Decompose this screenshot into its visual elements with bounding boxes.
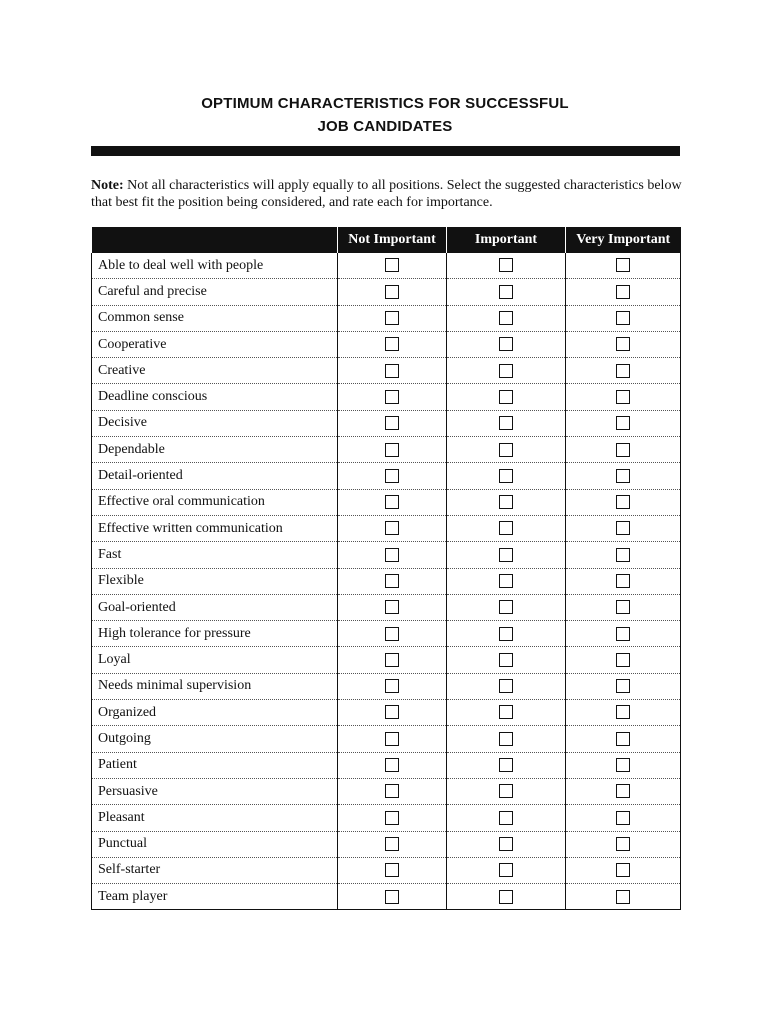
rating-cell-not-important	[338, 647, 447, 673]
checkbox-important[interactable]	[499, 705, 513, 719]
rating-cell-very-important	[566, 752, 681, 778]
rating-cell-important	[447, 437, 566, 463]
table-row	[92, 437, 681, 463]
checkbox-important[interactable]	[499, 521, 513, 535]
rating-cell-important	[447, 884, 566, 910]
rating-cell-important	[447, 647, 566, 673]
characteristic-label: Dependable	[92, 437, 338, 463]
table-row	[92, 358, 681, 384]
checkbox-very-important[interactable]	[616, 495, 630, 509]
checkbox-very-important[interactable]	[616, 574, 630, 588]
characteristic-label: Decisive	[92, 410, 338, 436]
checkbox-important[interactable]	[499, 890, 513, 904]
characteristic-label: Pleasant	[92, 805, 338, 831]
characteristic-label: Common sense	[92, 305, 338, 331]
title-divider-bar	[91, 146, 680, 156]
checkbox-not-important[interactable]	[385, 600, 399, 614]
checkbox-not-important[interactable]	[385, 732, 399, 746]
characteristic-label: Organized	[92, 700, 338, 726]
rating-cell-very-important	[566, 778, 681, 804]
rating-cell-not-important	[338, 437, 447, 463]
checkbox-important[interactable]	[499, 469, 513, 483]
table-row	[92, 279, 681, 305]
checkbox-not-important[interactable]	[385, 311, 399, 325]
characteristic-label: High tolerance for pressure	[92, 621, 338, 647]
document-title-line-1: OPTIMUM CHARACTERISTICS FOR SUCCESSFUL	[201, 95, 569, 112]
characteristic-label: Effective written communication	[92, 515, 338, 541]
checkbox-not-important[interactable]	[385, 258, 399, 272]
checkbox-important[interactable]	[499, 653, 513, 667]
characteristic-label: Cooperative	[92, 331, 338, 357]
checkbox-not-important[interactable]	[385, 285, 399, 299]
checkbox-important[interactable]	[499, 732, 513, 746]
rating-cell-not-important	[338, 253, 447, 279]
checkbox-not-important[interactable]	[385, 495, 399, 509]
checkbox-very-important[interactable]	[616, 758, 630, 772]
characteristic-label: Fast	[92, 542, 338, 568]
checkbox-very-important[interactable]	[616, 258, 630, 272]
rating-cell-very-important	[566, 358, 681, 384]
checkbox-important[interactable]	[499, 758, 513, 772]
rating-cell-not-important	[338, 700, 447, 726]
rating-cell-important	[447, 331, 566, 357]
rating-cell-important	[447, 568, 566, 594]
rating-cell-not-important	[338, 542, 447, 568]
rating-cell-important	[447, 542, 566, 568]
checkbox-important[interactable]	[499, 311, 513, 325]
rating-cell-not-important	[338, 752, 447, 778]
characteristic-label: Persuasive	[92, 778, 338, 804]
rating-cell-very-important	[566, 437, 681, 463]
table-row	[92, 752, 681, 778]
table-row	[92, 621, 681, 647]
rating-cell-very-important	[566, 279, 681, 305]
table-row	[92, 384, 681, 410]
checkbox-very-important[interactable]	[616, 311, 630, 325]
characteristic-label: Loyal	[92, 647, 338, 673]
checkbox-not-important[interactable]	[385, 443, 399, 457]
checkbox-important[interactable]	[499, 285, 513, 299]
header-very-important: Very Important	[566, 227, 681, 253]
characteristics-rating-table	[91, 227, 681, 910]
rating-cell-not-important	[338, 358, 447, 384]
rating-cell-not-important	[338, 305, 447, 331]
rating-cell-important	[447, 279, 566, 305]
table-row	[92, 726, 681, 752]
checkbox-not-important[interactable]	[385, 811, 399, 825]
table-row	[92, 673, 681, 699]
checkbox-very-important[interactable]	[616, 679, 630, 693]
rating-cell-very-important	[566, 857, 681, 883]
rating-cell-very-important	[566, 884, 681, 910]
characteristic-label: Punctual	[92, 831, 338, 857]
table-row	[92, 463, 681, 489]
rating-cell-important	[447, 673, 566, 699]
checkbox-important[interactable]	[499, 863, 513, 877]
rating-cell-very-important	[566, 542, 681, 568]
checkbox-very-important[interactable]	[616, 469, 630, 483]
checkbox-important[interactable]	[499, 600, 513, 614]
checkbox-important[interactable]	[499, 574, 513, 588]
characteristic-label: Flexible	[92, 568, 338, 594]
checkbox-important[interactable]	[499, 495, 513, 509]
checkbox-not-important[interactable]	[385, 416, 399, 430]
header-important: Important	[447, 227, 566, 253]
rating-cell-important	[447, 831, 566, 857]
rating-cell-not-important	[338, 489, 447, 515]
checkbox-not-important[interactable]	[385, 364, 399, 378]
table-row	[92, 410, 681, 436]
checkbox-very-important[interactable]	[616, 837, 630, 851]
checkbox-not-important[interactable]	[385, 390, 399, 404]
characteristic-label: Needs minimal supervision	[92, 673, 338, 699]
rating-cell-not-important	[338, 384, 447, 410]
checkbox-not-important[interactable]	[385, 653, 399, 667]
rating-cell-very-important	[566, 305, 681, 331]
table-body	[92, 253, 681, 910]
table-row	[92, 515, 681, 541]
checkbox-not-important[interactable]	[385, 521, 399, 535]
rating-cell-important	[447, 384, 566, 410]
document-title-line-2: JOB CANDIDATES	[317, 118, 453, 135]
checkbox-very-important[interactable]	[616, 521, 630, 535]
rating-cell-very-important	[566, 673, 681, 699]
rating-cell-very-important	[566, 621, 681, 647]
note-text: Not all characteristics will apply equally to all positions. Select the suggested characteristics below that best fit the position being considered, and rate each for importance.	[91, 178, 682, 210]
rating-cell-not-important	[338, 515, 447, 541]
rating-cell-not-important	[338, 673, 447, 699]
rating-cell-important	[447, 726, 566, 752]
table-row	[92, 857, 681, 883]
checkbox-not-important[interactable]	[385, 837, 399, 851]
checkbox-very-important[interactable]	[616, 416, 630, 430]
rating-cell-important	[447, 410, 566, 436]
table-row	[92, 568, 681, 594]
rating-cell-important	[447, 778, 566, 804]
rating-cell-important	[447, 857, 566, 883]
rating-cell-very-important	[566, 594, 681, 620]
checkbox-not-important[interactable]	[385, 890, 399, 904]
checkbox-very-important[interactable]	[616, 784, 630, 798]
checkbox-important[interactable]	[499, 548, 513, 562]
table-row	[92, 489, 681, 515]
rating-cell-not-important	[338, 410, 447, 436]
rating-cell-not-important	[338, 857, 447, 883]
table-row	[92, 542, 681, 568]
checkbox-not-important[interactable]	[385, 784, 399, 798]
checkbox-very-important[interactable]	[616, 337, 630, 351]
rating-cell-very-important	[566, 410, 681, 436]
rating-cell-important	[447, 489, 566, 515]
table-row	[92, 700, 681, 726]
rating-cell-important	[447, 305, 566, 331]
checkbox-important[interactable]	[499, 627, 513, 641]
rating-cell-not-important	[338, 568, 447, 594]
table-row	[92, 778, 681, 804]
rating-cell-not-important	[338, 279, 447, 305]
characteristic-label: Careful and precise	[92, 279, 338, 305]
checkbox-very-important[interactable]	[616, 600, 630, 614]
checkbox-not-important[interactable]	[385, 337, 399, 351]
rating-cell-not-important	[338, 831, 447, 857]
rating-cell-not-important	[338, 884, 447, 910]
rating-cell-very-important	[566, 647, 681, 673]
checkbox-important[interactable]	[499, 811, 513, 825]
rating-cell-very-important	[566, 253, 681, 279]
rating-cell-very-important	[566, 726, 681, 752]
rating-cell-very-important	[566, 331, 681, 357]
rating-cell-important	[447, 515, 566, 541]
table-row	[92, 594, 681, 620]
checkbox-not-important[interactable]	[385, 574, 399, 588]
checkbox-not-important[interactable]	[385, 627, 399, 641]
rating-cell-not-important	[338, 726, 447, 752]
checkbox-very-important[interactable]	[616, 285, 630, 299]
checkbox-very-important[interactable]	[616, 364, 630, 378]
rating-cell-important	[447, 805, 566, 831]
rating-cell-not-important	[338, 621, 447, 647]
checkbox-very-important[interactable]	[616, 390, 630, 404]
rating-cell-not-important	[338, 463, 447, 489]
rating-cell-not-important	[338, 805, 447, 831]
rating-cell-important	[447, 463, 566, 489]
checkbox-very-important[interactable]	[616, 627, 630, 641]
checkbox-very-important[interactable]	[616, 863, 630, 877]
characteristic-label: Able to deal well with people	[92, 253, 338, 279]
rating-cell-important	[447, 358, 566, 384]
rating-cell-important	[447, 253, 566, 279]
rating-cell-very-important	[566, 568, 681, 594]
checkbox-very-important[interactable]	[616, 548, 630, 562]
checkbox-very-important[interactable]	[616, 732, 630, 746]
characteristic-label: Patient	[92, 752, 338, 778]
rating-cell-important	[447, 621, 566, 647]
rating-cell-not-important	[338, 331, 447, 357]
rating-cell-very-important	[566, 805, 681, 831]
checkbox-important[interactable]	[499, 679, 513, 693]
characteristic-label: Outgoing	[92, 726, 338, 752]
table-row	[92, 831, 681, 857]
checkbox-not-important[interactable]	[385, 863, 399, 877]
checkbox-important[interactable]	[499, 416, 513, 430]
rating-cell-important	[447, 594, 566, 620]
rating-cell-very-important	[566, 384, 681, 410]
rating-cell-very-important	[566, 463, 681, 489]
characteristic-label: Effective oral communication	[92, 489, 338, 515]
instructions-note	[91, 177, 691, 211]
rating-cell-important	[447, 752, 566, 778]
header-characteristic	[92, 227, 338, 253]
checkbox-not-important[interactable]	[385, 705, 399, 719]
checkbox-important[interactable]	[499, 784, 513, 798]
table-row	[92, 253, 681, 279]
checkbox-very-important[interactable]	[616, 890, 630, 904]
table-row	[92, 331, 681, 357]
rating-cell-not-important	[338, 594, 447, 620]
header-not-important: Not Important	[338, 227, 447, 253]
table-row	[92, 884, 681, 910]
checkbox-not-important[interactable]	[385, 469, 399, 483]
checkbox-important[interactable]	[499, 364, 513, 378]
rating-cell-important	[447, 700, 566, 726]
rating-cell-very-important	[566, 489, 681, 515]
table-row	[92, 805, 681, 831]
checkbox-very-important[interactable]	[616, 443, 630, 457]
checkbox-very-important[interactable]	[616, 653, 630, 667]
characteristic-label: Team player	[92, 884, 338, 910]
checkbox-important[interactable]	[499, 390, 513, 404]
checkbox-important[interactable]	[499, 443, 513, 457]
rating-cell-not-important	[338, 778, 447, 804]
checkbox-important[interactable]	[499, 258, 513, 272]
characteristic-label: Creative	[92, 358, 338, 384]
characteristic-label: Goal-oriented	[92, 594, 338, 620]
table-row	[92, 647, 681, 673]
checkbox-very-important[interactable]	[616, 705, 630, 719]
checkbox-not-important[interactable]	[385, 758, 399, 772]
characteristic-label: Self-starter	[92, 857, 338, 883]
checkbox-not-important[interactable]	[385, 679, 399, 693]
checkbox-very-important[interactable]	[616, 811, 630, 825]
rating-cell-very-important	[566, 515, 681, 541]
characteristic-label: Detail-oriented	[92, 463, 338, 489]
checkbox-important[interactable]	[499, 337, 513, 351]
note-label: Note:	[91, 178, 124, 193]
characteristic-label: Deadline conscious	[92, 384, 338, 410]
table-header-row	[92, 227, 681, 253]
rating-cell-very-important	[566, 700, 681, 726]
checkbox-not-important[interactable]	[385, 548, 399, 562]
rating-cell-very-important	[566, 831, 681, 857]
table-row	[92, 305, 681, 331]
checkbox-important[interactable]	[499, 837, 513, 851]
